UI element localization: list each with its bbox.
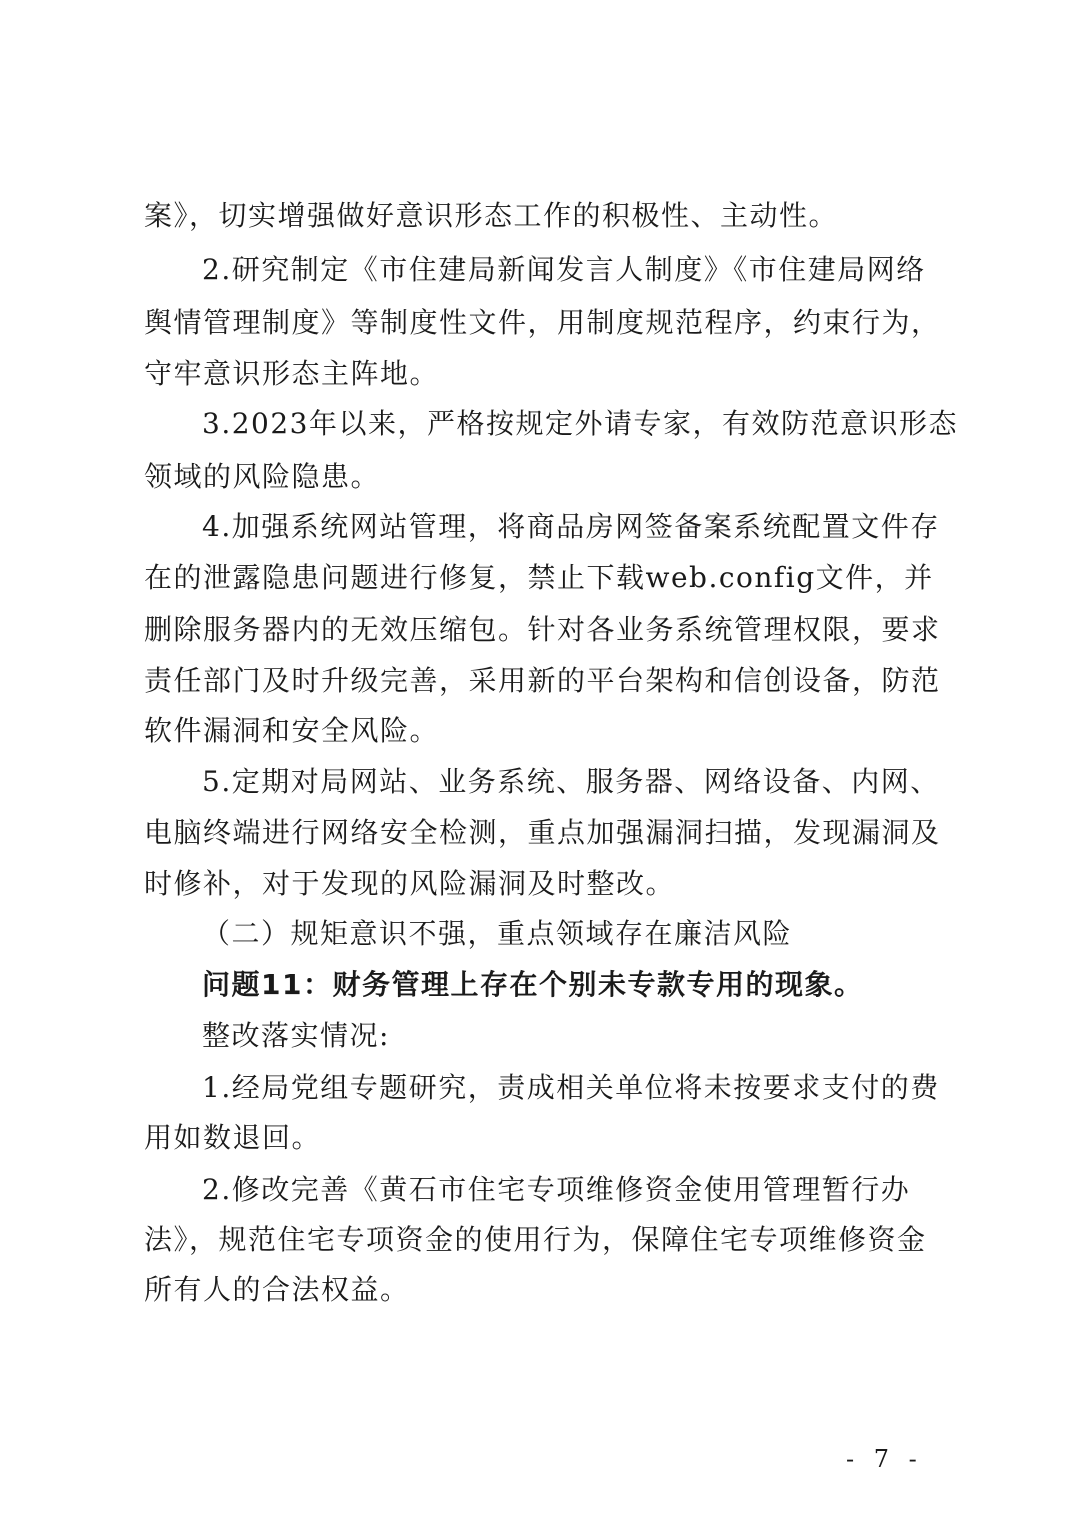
body-line: 电脑终端进行网络安全检测，重点加强漏洞扫描，发现漏洞及 (144, 816, 941, 849)
body-line: 3.2023年以来，严格按规定外请专家，有效防范意识形态 (202, 407, 958, 440)
body-line: 删除服务器内的无效压缩包。针对各业务系统管理权限，要求 (144, 613, 941, 646)
body-line: 1.经局党组专题研究，责成相关单位将未按要求支付的费 (202, 1071, 940, 1104)
page-number: - 7 - (846, 1445, 923, 1473)
section-heading: （二）规矩意识不强，重点领域存在廉洁风险 (202, 917, 793, 950)
body-line: 软件漏洞和安全风险。 (144, 714, 440, 747)
subheading: 整改落实情况: (202, 1019, 390, 1052)
body-line: 责任部门及时升级完善，采用新的平台架构和信创设备，防范 (144, 664, 941, 697)
body-line: 2.修改完善《黄石市住宅专项维修资金使用管理暂行办 (202, 1173, 911, 1206)
body-line: 5.定期对局网站、业务系统、服务器、网络设备、内网、 (202, 765, 940, 798)
body-line: 舆情管理制度》等制度性文件，用制度规范程序，约束行为， (144, 306, 941, 339)
body-line: 在的泄露隐患问题进行修复，禁止下载web.config文件，并 (144, 561, 934, 594)
issue-heading: 问题11：财务管理上存在个别未专款专用的现象。 (202, 968, 864, 1001)
body-line: 2.研究制定《市住建局新闻发言人制度》《市住建局网络 (202, 253, 926, 286)
body-line: 领域的风险隐患。 (144, 460, 381, 493)
body-line: 用如数退回。 (144, 1121, 322, 1154)
body-line: 4.加强系统网站管理，将商品房网签备案系统配置文件存 (202, 510, 940, 543)
body-line: 案》，切实增强做好意识形态工作的积极性、主动性。 (144, 199, 839, 232)
body-line: 守牢意识形态主阵地。 (144, 357, 440, 390)
body-line: 法》，规范住宅专项资金的使用行为，保障住宅专项维修资金 (144, 1223, 927, 1256)
body-line: 时修补，对于发现的风险漏洞及时整改。 (144, 867, 676, 900)
body-line: 所有人的合法权益。 (144, 1273, 410, 1306)
